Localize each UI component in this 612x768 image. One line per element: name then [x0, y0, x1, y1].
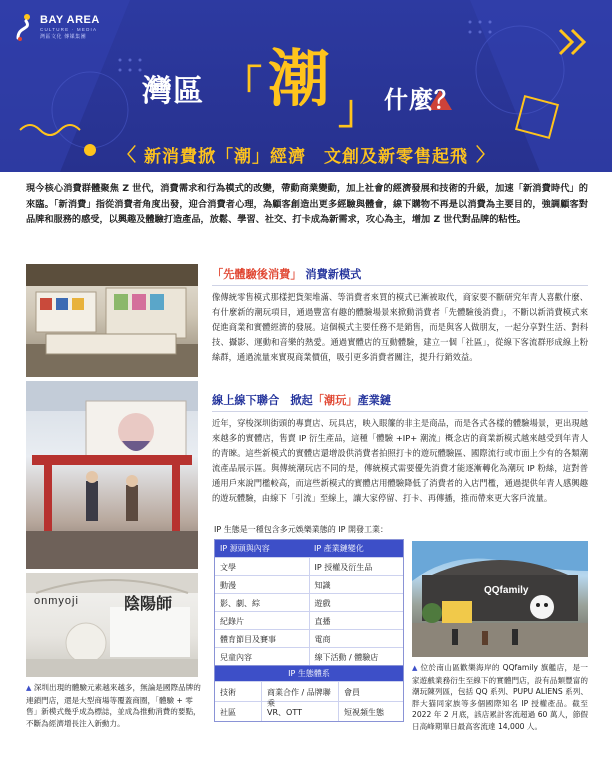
brand-cn: 灣區文化 傳媒集團: [40, 34, 87, 40]
brand-name: BAY AREA: [40, 14, 100, 26]
caption-left: [26, 682, 202, 729]
section2-heading-highlight: 「潮玩」: [312, 394, 358, 407]
table-header-cell: IP 產業鏈變化: [314, 544, 364, 553]
table-cell: 知識: [309, 576, 404, 593]
section2-body: 近年，穿梭深圳街頭的專賣店、玩具店，映入眼簾的非主是商品，而是各式各樣的體驗場景，更出現越來越多的實體店，售賣 IP 衍生產品，這種「體驗 +IP+ 潮流」概念店的商業新模式越來越受到年青人的青睞。這些新模式的實體店還增設供消費者拍照打卡的遊玩體驗區、國際流行或市面上少有的各類潮流產品展示區。與傳統潮玩店不同的是，傳統模式需要優先消費才能逐漸轉化為潮玩 IP 粉絲，這對普通用戶來說門檻較高，而這些新模式的實體店用體驗降低了消費者的入店門檻，通過提供年青人感興趣的遊玩體驗，由線下「引流」至線上，讓大家停留、打卡、再傳播，推而帶來更大客戶流量。: [212, 418, 588, 503]
subtitle: [96, 142, 516, 166]
table-row: [215, 701, 403, 721]
title-keyword: 潮: [268, 42, 331, 115]
section2-heading: [212, 392, 588, 412]
title-bracket-right: 」: [338, 87, 378, 133]
caption-left-text: 深圳出現的體驗元素越來越多，無論是國際品牌的連鎖門店，還是大型商場等覆蓋商圈，「體驗 + 零售」新模式幾乎成為標誌，並成為推動消費的要點，不斷為經濟增長注入新動力。: [26, 683, 201, 728]
table-row: [215, 681, 403, 708]
title-part-1: 灣區: [142, 74, 204, 109]
section-experience-first: [212, 266, 588, 365]
store-interior-photo: [26, 264, 198, 377]
section1-heading-rest: 消費新模式: [301, 268, 362, 281]
table-cell: 商業合作 / 品牌聯乘: [261, 682, 338, 701]
mall-sign: QQfamily: [484, 585, 529, 596]
table-cell: 遊戲: [309, 594, 404, 611]
title-part-2: 什麼？: [384, 86, 459, 114]
header-banner: [0, 0, 612, 172]
section1-body: 像傳統零售模式那樣把貨架堆滿、等消費者來買的模式已漸被取代，商家要不斷研究年青人喜歡什麼、有什麼新的潮玩項目，通過豐富有趣的體驗場景來掀動消費者「先體驗後消費」，不斷以新消費模式來促進商業和實體經濟的發展。這個模式主要任務不是銷售，而是與客人做朋友，一起分享對生活、對科技、攝影、運動和音樂的熱愛。通過實體店的互動體驗，建立一個「社區」，從線下客流群形成線上粉絲群，通過流量來實現商業價值，吸引更多消費者關注，提升行銷效益。: [212, 292, 588, 362]
table-cell: 紀錄片: [220, 617, 244, 626]
table-row: [215, 593, 403, 611]
table-cell: 兒童內容: [220, 653, 252, 662]
table-cell: 會員: [338, 682, 403, 701]
table-subheader: IP 生態體系: [215, 665, 403, 681]
exhibition-booth-photo: [26, 381, 198, 569]
caption-marker-icon: ▲: [26, 684, 32, 692]
ip-table-intro: IP 生態是一種包含多元娛樂業態的 IP 開發工業：: [214, 525, 388, 534]
section1-heading: [212, 266, 588, 286]
table-cell: 動漫: [220, 581, 236, 590]
qqfamily-store-photo: [412, 541, 588, 657]
brand-tagline: CULTURE · MEDIA: [40, 27, 98, 32]
table-cell: IP 授權及衍生品: [309, 558, 404, 575]
table-cell: 文學: [220, 563, 236, 572]
logo-mark-icon: [14, 12, 34, 42]
table-cell: VR、OTT: [261, 702, 338, 721]
section2-heading-a: 線上線下聯合 掀起: [212, 394, 313, 407]
caption-marker-icon: ▲: [412, 664, 418, 672]
onmyoji-store-photo: [26, 573, 198, 677]
table-cell: 直播: [309, 612, 404, 629]
table-cell: 影、劇、綜: [220, 599, 260, 608]
store-sign-cn: 陰陽師: [124, 594, 173, 613]
section2-heading-b: 產業鏈: [357, 394, 392, 407]
brand-logo[interactable]: [14, 12, 100, 42]
table-cell: 線下活動 / 體驗店: [309, 648, 404, 665]
table-cell: 技術: [220, 688, 236, 697]
caption-right: [412, 662, 588, 732]
table-row: [215, 575, 403, 593]
table-cell: 體育節目及賽事: [220, 635, 276, 644]
table-row: [215, 557, 403, 575]
intro-paragraph: 現今核心消費群體聚焦 Z 世代，消費需求和行為模式的改變，帶動商業變動，加上社會的經濟發展和技術的升級，加速「新消費時代」的來臨。「新消費」指從消費者角度出發，迎合消費者心理，為顧客創造出更多經驗與體會，線下購物不再是以消費為主要目的，強調顧客對品牌和服務的感受，以興趣及體驗打造產品，放鬆、學習、社交、打卡成為新需求，攻心為主，增加 Z 世代對品牌的粘性。: [26, 183, 588, 225]
table-cell: 電商: [309, 630, 404, 647]
table-row: [215, 647, 403, 665]
table-row: [215, 629, 403, 647]
ip-ecosystem-table: [214, 539, 404, 722]
page-title: [0, 42, 612, 133]
caption-right-text: 位於南山區歡樂海岸的 QQfamily 旗艦店，是一家遊戲業務衍生至線下的實體門店，設有品類豐富的潮玩陳列區，包括 QQ 系列、PUPU ALIENS 系列、胖大猫同家族等多個國際知名 IP 授權產品。截至 2022 年 2 月底，該店累計客流超過 60 萬人，節假日高峰期單日最高客流達 14,000 人。: [412, 663, 589, 731]
section1-heading-highlight: 「先體驗後消費」: [212, 268, 302, 281]
store-sign-latin: onmyoji: [34, 595, 79, 607]
table-cell: 社區: [220, 708, 236, 717]
title-bracket-left: 「: [222, 63, 262, 109]
subtitle-text: 新消費掀「潮」經濟 文創及新零售起飛: [144, 146, 468, 167]
chevron-left-icon: 〈: [118, 145, 136, 166]
chevron-right-icon: 〉: [476, 145, 494, 166]
table-cell: 短視頻生態: [338, 702, 403, 721]
table-header-cell: IP 源頭與內容: [220, 544, 270, 553]
section-online-offline: [212, 392, 588, 506]
table-row: [215, 611, 403, 629]
table-header: [215, 540, 403, 557]
